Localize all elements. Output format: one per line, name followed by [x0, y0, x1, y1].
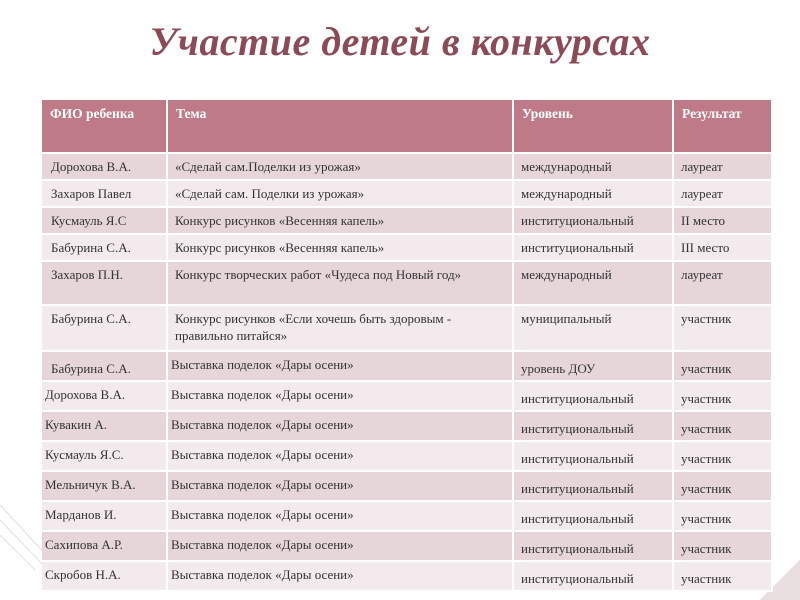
table-row — [42, 442, 773, 472]
cell-result: участник — [674, 502, 773, 532]
table-header-row — [42, 100, 773, 154]
cell-level: институциональный — [514, 532, 674, 562]
cell-topic: Конкурс рисунков «Весенняя капель» — [168, 235, 514, 262]
cell-name: Дорохова В.А. — [42, 154, 168, 181]
cell-name: Кусмауль Я.С. — [42, 442, 168, 472]
cell-result: участник — [674, 562, 773, 592]
table-row — [42, 382, 773, 412]
cell-result: участник — [674, 532, 773, 562]
table-row — [42, 181, 773, 208]
cell-level: институциональный — [514, 472, 674, 502]
cell-level: институциональный — [514, 562, 674, 592]
table-row — [42, 502, 773, 532]
header-name: ФИО ребенка — [42, 100, 168, 154]
cell-topic: Выставка поделок «Дары осени» — [168, 382, 514, 412]
cell-result: лауреат — [674, 181, 773, 208]
cell-name: Захаров П.Н. — [42, 262, 168, 306]
table-row — [42, 262, 773, 306]
header-level: Уровень — [514, 100, 674, 154]
cell-result: участник — [674, 352, 773, 382]
cell-name: Захаров Павел — [42, 181, 168, 208]
cell-result: лауреат — [674, 262, 773, 306]
table-row — [42, 532, 773, 562]
table-row — [42, 306, 773, 352]
cell-level: институциональный — [514, 208, 674, 235]
cell-level: международный — [514, 262, 674, 306]
cell-result: лауреат — [674, 154, 773, 181]
header-result: Результат — [674, 100, 773, 154]
cell-topic: Выставка поделок «Дары осени» — [168, 352, 514, 382]
table-row — [42, 154, 773, 181]
cell-name: Скробов Н.А. — [42, 562, 168, 592]
cell-topic: Конкурс рисунков «Весенняя капель» — [168, 208, 514, 235]
cell-topic: Выставка поделок «Дары осени» — [168, 412, 514, 442]
cell-level: институциональный — [514, 412, 674, 442]
table-row — [42, 412, 773, 442]
table-row — [42, 208, 773, 235]
cell-topic: Конкурс творческих работ «Чудеса под Новый год» — [168, 262, 514, 306]
table-row — [42, 562, 773, 592]
header-topic: Тема — [168, 100, 514, 154]
cell-topic: Выставка поделок «Дары осени» — [168, 442, 514, 472]
page-title: Участие детей в конкурсах — [149, 19, 651, 64]
cell-level: институциональный — [514, 235, 674, 262]
cell-name: Бабурина С.А. — [42, 352, 168, 382]
cell-name: Мельничук В.А. — [42, 472, 168, 502]
cell-result: участник — [674, 412, 773, 442]
cell-name: Бабурина С.А. — [42, 306, 168, 352]
cell-topic: Выставка поделок «Дары осени» — [168, 502, 514, 532]
cell-result: участник — [674, 442, 773, 472]
cell-topic: Выставка поделок «Дары осени» — [168, 472, 514, 502]
cell-name: Кувакин А. — [42, 412, 168, 442]
cell-level: международный — [514, 154, 674, 181]
cell-level: муниципальный — [514, 306, 674, 352]
cell-name: Кусмауль Я.С — [42, 208, 168, 235]
cell-level: международный — [514, 181, 674, 208]
cell-result: участник — [674, 382, 773, 412]
cell-topic: Конкурс рисунков «Если хочешь быть здоровым - правильно питайся» — [168, 306, 514, 352]
cell-name: Марданов И. — [42, 502, 168, 532]
competitions-table — [42, 100, 773, 592]
table-row — [42, 472, 773, 502]
table-row — [42, 235, 773, 262]
cell-level: институциональный — [514, 382, 674, 412]
cell-topic: Выставка поделок «Дары осени» — [168, 562, 514, 592]
cell-topic: Выставка поделок «Дары осени» — [168, 532, 514, 562]
cell-topic: «Сделай сам.Поделки из урожая» — [168, 154, 514, 181]
table-row — [42, 352, 773, 382]
cell-level: институциональный — [514, 502, 674, 532]
cell-level: институциональный — [514, 442, 674, 472]
cell-name: Бабурина С.А. — [42, 235, 168, 262]
cell-name: Сахипова А.Р. — [42, 532, 168, 562]
cell-result: II место — [674, 208, 773, 235]
cell-topic: «Сделай сам. Поделки из урожая» — [168, 181, 514, 208]
cell-result: III место — [674, 235, 773, 262]
cell-level: уровень ДОУ — [514, 352, 674, 382]
cell-result: участник — [674, 472, 773, 502]
cell-result: участник — [674, 306, 773, 352]
cell-name: Дорохова В.А. — [42, 382, 168, 412]
